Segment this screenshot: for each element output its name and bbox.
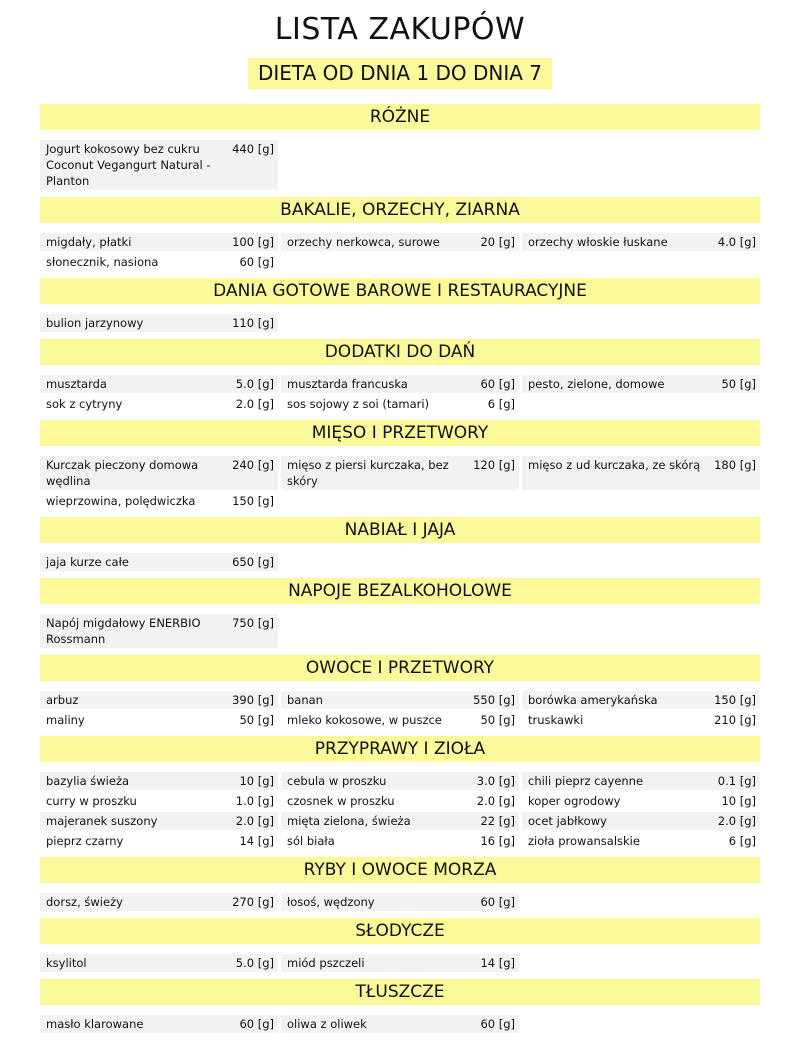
category-section (40, 278, 760, 339)
list-item (40, 140, 278, 190)
empty-cell (522, 395, 760, 413)
empty-cell (281, 614, 519, 648)
list-item (40, 233, 278, 251)
item-name: słonecznik, nasiona (46, 255, 159, 269)
item-name: mięso z piersi kurczaka, bez skóry (287, 458, 449, 488)
item-name: chili pieprz cayenne (528, 774, 644, 788)
item-name: migdały, płatki (46, 235, 132, 249)
empty-cell (522, 1015, 760, 1033)
list-item (281, 375, 519, 393)
item-name: sól biała (287, 834, 335, 848)
list-item (281, 832, 519, 850)
empty-cell (522, 954, 760, 972)
list-item (281, 893, 519, 911)
category-header: NAPOJE BEZALKOHOLOWE (40, 578, 760, 604)
item-quantity: 100 [g] (232, 235, 274, 249)
item-quantity: 5.0 [g] (235, 377, 274, 391)
item-name: bulion jarzynowy (46, 316, 144, 330)
list-item (40, 954, 278, 972)
category-header: SŁODYCZE (40, 918, 760, 944)
item-name: cebula w proszku (287, 774, 387, 788)
empty-cell (522, 140, 760, 190)
category-section (40, 979, 760, 1040)
list-item (522, 456, 760, 490)
list-item (40, 375, 278, 393)
item-name: koper ogrodowy (528, 794, 621, 808)
item-name: curry w proszku (46, 794, 137, 808)
item-row (40, 395, 760, 413)
item-name: masło klarowane (46, 1017, 144, 1031)
category-items (40, 681, 760, 736)
item-name: ocet jabłkowy (528, 814, 607, 828)
list-item (522, 711, 760, 729)
item-name: wieprzowina, polędwiczka (46, 494, 196, 508)
item-quantity: 6 [g] (487, 397, 515, 411)
item-name: borówka amerykańska (528, 693, 658, 707)
list-item (40, 314, 278, 332)
item-name: Jogurt kokosowy bez cukru Coconut Vegangurt Natural - Planton (46, 142, 211, 188)
empty-cell (522, 253, 760, 271)
list-item (281, 772, 519, 790)
item-quantity: 270 [g] (232, 895, 274, 909)
item-row (40, 253, 760, 271)
item-quantity: 60 [g] (480, 1017, 515, 1031)
category-items (40, 223, 760, 278)
item-row (40, 711, 760, 729)
list-item (40, 1015, 278, 1033)
category-section (40, 655, 760, 736)
item-quantity: 0.1 [g] (717, 774, 756, 788)
item-quantity: 50 [g] (239, 713, 274, 727)
list-item (40, 395, 278, 413)
list-item (281, 954, 519, 972)
item-quantity: 60 [g] (239, 1017, 274, 1031)
category-section (40, 104, 760, 197)
item-name: pesto, zielone, domowe (528, 377, 665, 391)
category-section (40, 857, 760, 918)
empty-cell (281, 253, 519, 271)
item-name: mięta zielona, świeża (287, 814, 411, 828)
list-item (281, 456, 519, 490)
item-name: sos sojowy z soi (tamari) (287, 397, 430, 411)
item-name: bazylia świeża (46, 774, 130, 788)
item-row (40, 954, 760, 972)
item-row (40, 893, 760, 911)
list-item (522, 233, 760, 251)
list-item (281, 711, 519, 729)
category-section (40, 517, 760, 578)
list-item (522, 832, 760, 850)
list-item (40, 614, 278, 648)
item-quantity: 2.0 [g] (717, 814, 756, 828)
category-header: TŁUSZCZE (40, 979, 760, 1005)
subtitle-container (0, 58, 800, 89)
item-quantity: 10 [g] (721, 794, 756, 808)
item-quantity: 2.0 [g] (476, 794, 515, 808)
category-header: RYBY I OWOCE MORZA (40, 857, 760, 883)
item-name: Kurczak pieczony domowa wędlina (46, 458, 199, 488)
item-quantity: 22 [g] (480, 814, 515, 828)
item-name: maliny (46, 713, 85, 727)
category-section (40, 918, 760, 979)
empty-cell (522, 314, 760, 332)
list-item (522, 772, 760, 790)
empty-cell (522, 492, 760, 510)
item-quantity: 6 [g] (728, 834, 756, 848)
item-row (40, 691, 760, 709)
empty-cell (281, 140, 519, 190)
category-items (40, 365, 760, 420)
category-header: DANIA GOTOWE BAROWE I RESTAURACYJNE (40, 278, 760, 304)
item-row (40, 492, 760, 510)
list-item (40, 253, 278, 271)
item-quantity: 5.0 [g] (235, 956, 274, 970)
item-name: orzechy włoskie łuskane (528, 235, 668, 249)
item-name: truskawki (528, 713, 584, 727)
item-quantity: 2.0 [g] (235, 397, 274, 411)
item-name: zioła prowansalskie (528, 834, 640, 848)
list-item (281, 233, 519, 251)
item-quantity: 4.0 [g] (717, 235, 756, 249)
list-item (40, 832, 278, 850)
item-row (40, 456, 760, 490)
list-item (40, 456, 278, 490)
category-section (40, 339, 760, 420)
list-item (40, 812, 278, 830)
item-quantity: 50 [g] (480, 713, 515, 727)
shopping-list (40, 104, 760, 1040)
empty-cell (522, 553, 760, 571)
item-name: musztarda (46, 377, 107, 391)
item-quantity: 20 [g] (480, 235, 515, 249)
list-item (281, 691, 519, 709)
item-row (40, 375, 760, 393)
category-items (40, 130, 760, 197)
category-section (40, 197, 760, 278)
item-quantity: 60 [g] (480, 377, 515, 391)
item-name: arbuz (46, 693, 79, 707)
item-quantity: 14 [g] (239, 834, 274, 848)
category-items (40, 944, 760, 979)
item-name: pieprz czarny (46, 834, 124, 848)
list-item (522, 691, 760, 709)
item-row (40, 553, 760, 571)
item-quantity: 550 [g] (473, 693, 515, 707)
item-name: ksylitol (46, 956, 87, 970)
item-name: sok z cytryny (46, 397, 123, 411)
item-quantity: 390 [g] (232, 693, 274, 707)
item-row (40, 140, 760, 190)
category-header: RÓŻNE (40, 104, 760, 130)
category-items (40, 883, 760, 918)
item-row (40, 1015, 760, 1033)
item-quantity: 14 [g] (480, 956, 515, 970)
category-section (40, 736, 760, 857)
category-items (40, 543, 760, 578)
item-name: mięso z ud kurczaka, ze skórą (528, 458, 701, 472)
list-item (40, 691, 278, 709)
item-row (40, 314, 760, 332)
list-item (281, 792, 519, 810)
item-row (40, 812, 760, 830)
empty-cell (522, 893, 760, 911)
item-row (40, 614, 760, 648)
category-header: MIĘSO I PRZETWORY (40, 420, 760, 446)
item-quantity: 10 [g] (239, 774, 274, 788)
list-item (40, 492, 278, 510)
item-quantity: 650 [g] (232, 555, 274, 569)
list-item (522, 375, 760, 393)
category-items (40, 1005, 760, 1040)
item-name: mleko kokosowe, w puszce (287, 713, 442, 727)
category-items (40, 304, 760, 339)
category-items (40, 604, 760, 655)
item-quantity: 110 [g] (232, 316, 274, 330)
item-name: banan (287, 693, 323, 707)
list-item (522, 812, 760, 830)
item-quantity: 240 [g] (232, 458, 274, 472)
list-item (40, 553, 278, 571)
item-row (40, 832, 760, 850)
item-quantity: 60 [g] (480, 895, 515, 909)
item-name: musztarda francuska (287, 377, 408, 391)
diet-period-subtitle: DIETA OD DNIA 1 DO DNIA 7 (248, 58, 552, 89)
item-quantity: 2.0 [g] (235, 814, 274, 828)
category-header: BAKALIE, ORZECHY, ZIARNA (40, 197, 760, 223)
list-item (40, 772, 278, 790)
item-name: czosnek w proszku (287, 794, 395, 808)
category-items (40, 762, 760, 857)
category-header: PRZYPRAWY I ZIOŁA (40, 736, 760, 762)
item-row (40, 792, 760, 810)
item-quantity: 1.0 [g] (235, 794, 274, 808)
empty-cell (281, 553, 519, 571)
item-quantity: 3.0 [g] (476, 774, 515, 788)
item-quantity: 210 [g] (714, 713, 756, 727)
category-header: DODATKI DO DAŃ (40, 339, 760, 365)
item-name: orzechy nerkowca, surowe (287, 235, 440, 249)
item-name: łosoś, wędzony (287, 895, 375, 909)
item-quantity: 16 [g] (480, 834, 515, 848)
item-name: oliwa z oliwek (287, 1017, 367, 1031)
empty-cell (281, 314, 519, 332)
item-quantity: 750 [g] (232, 616, 274, 630)
category-header: OWOCE I PRZETWORY (40, 655, 760, 681)
item-row (40, 772, 760, 790)
list-item (40, 711, 278, 729)
item-quantity: 440 [g] (232, 142, 274, 156)
item-quantity: 150 [g] (714, 693, 756, 707)
item-name: majeranek suszony (46, 814, 158, 828)
item-quantity: 50 [g] (721, 377, 756, 391)
item-quantity: 150 [g] (232, 494, 274, 508)
empty-cell (522, 614, 760, 648)
item-name: dorsz, świeży (46, 895, 123, 909)
item-name: miód pszczeli (287, 956, 365, 970)
category-section (40, 420, 760, 517)
item-quantity: 120 [g] (473, 458, 515, 472)
item-quantity: 60 [g] (239, 255, 274, 269)
item-quantity: 180 [g] (714, 458, 756, 472)
item-name: jaja kurze całe (46, 555, 129, 569)
list-item (281, 812, 519, 830)
list-item (40, 893, 278, 911)
item-row (40, 233, 760, 251)
list-item (522, 792, 760, 810)
category-section (40, 578, 760, 655)
list-item (40, 792, 278, 810)
empty-cell (281, 492, 519, 510)
page-title: LISTA ZAKUPÓW (274, 12, 526, 47)
category-header: NABIAŁ I JAJA (40, 517, 760, 543)
item-name: Napój migdałowy ENERBIO Rossmann (46, 616, 201, 646)
list-item (281, 395, 519, 413)
list-item (281, 1015, 519, 1033)
category-items (40, 446, 760, 517)
